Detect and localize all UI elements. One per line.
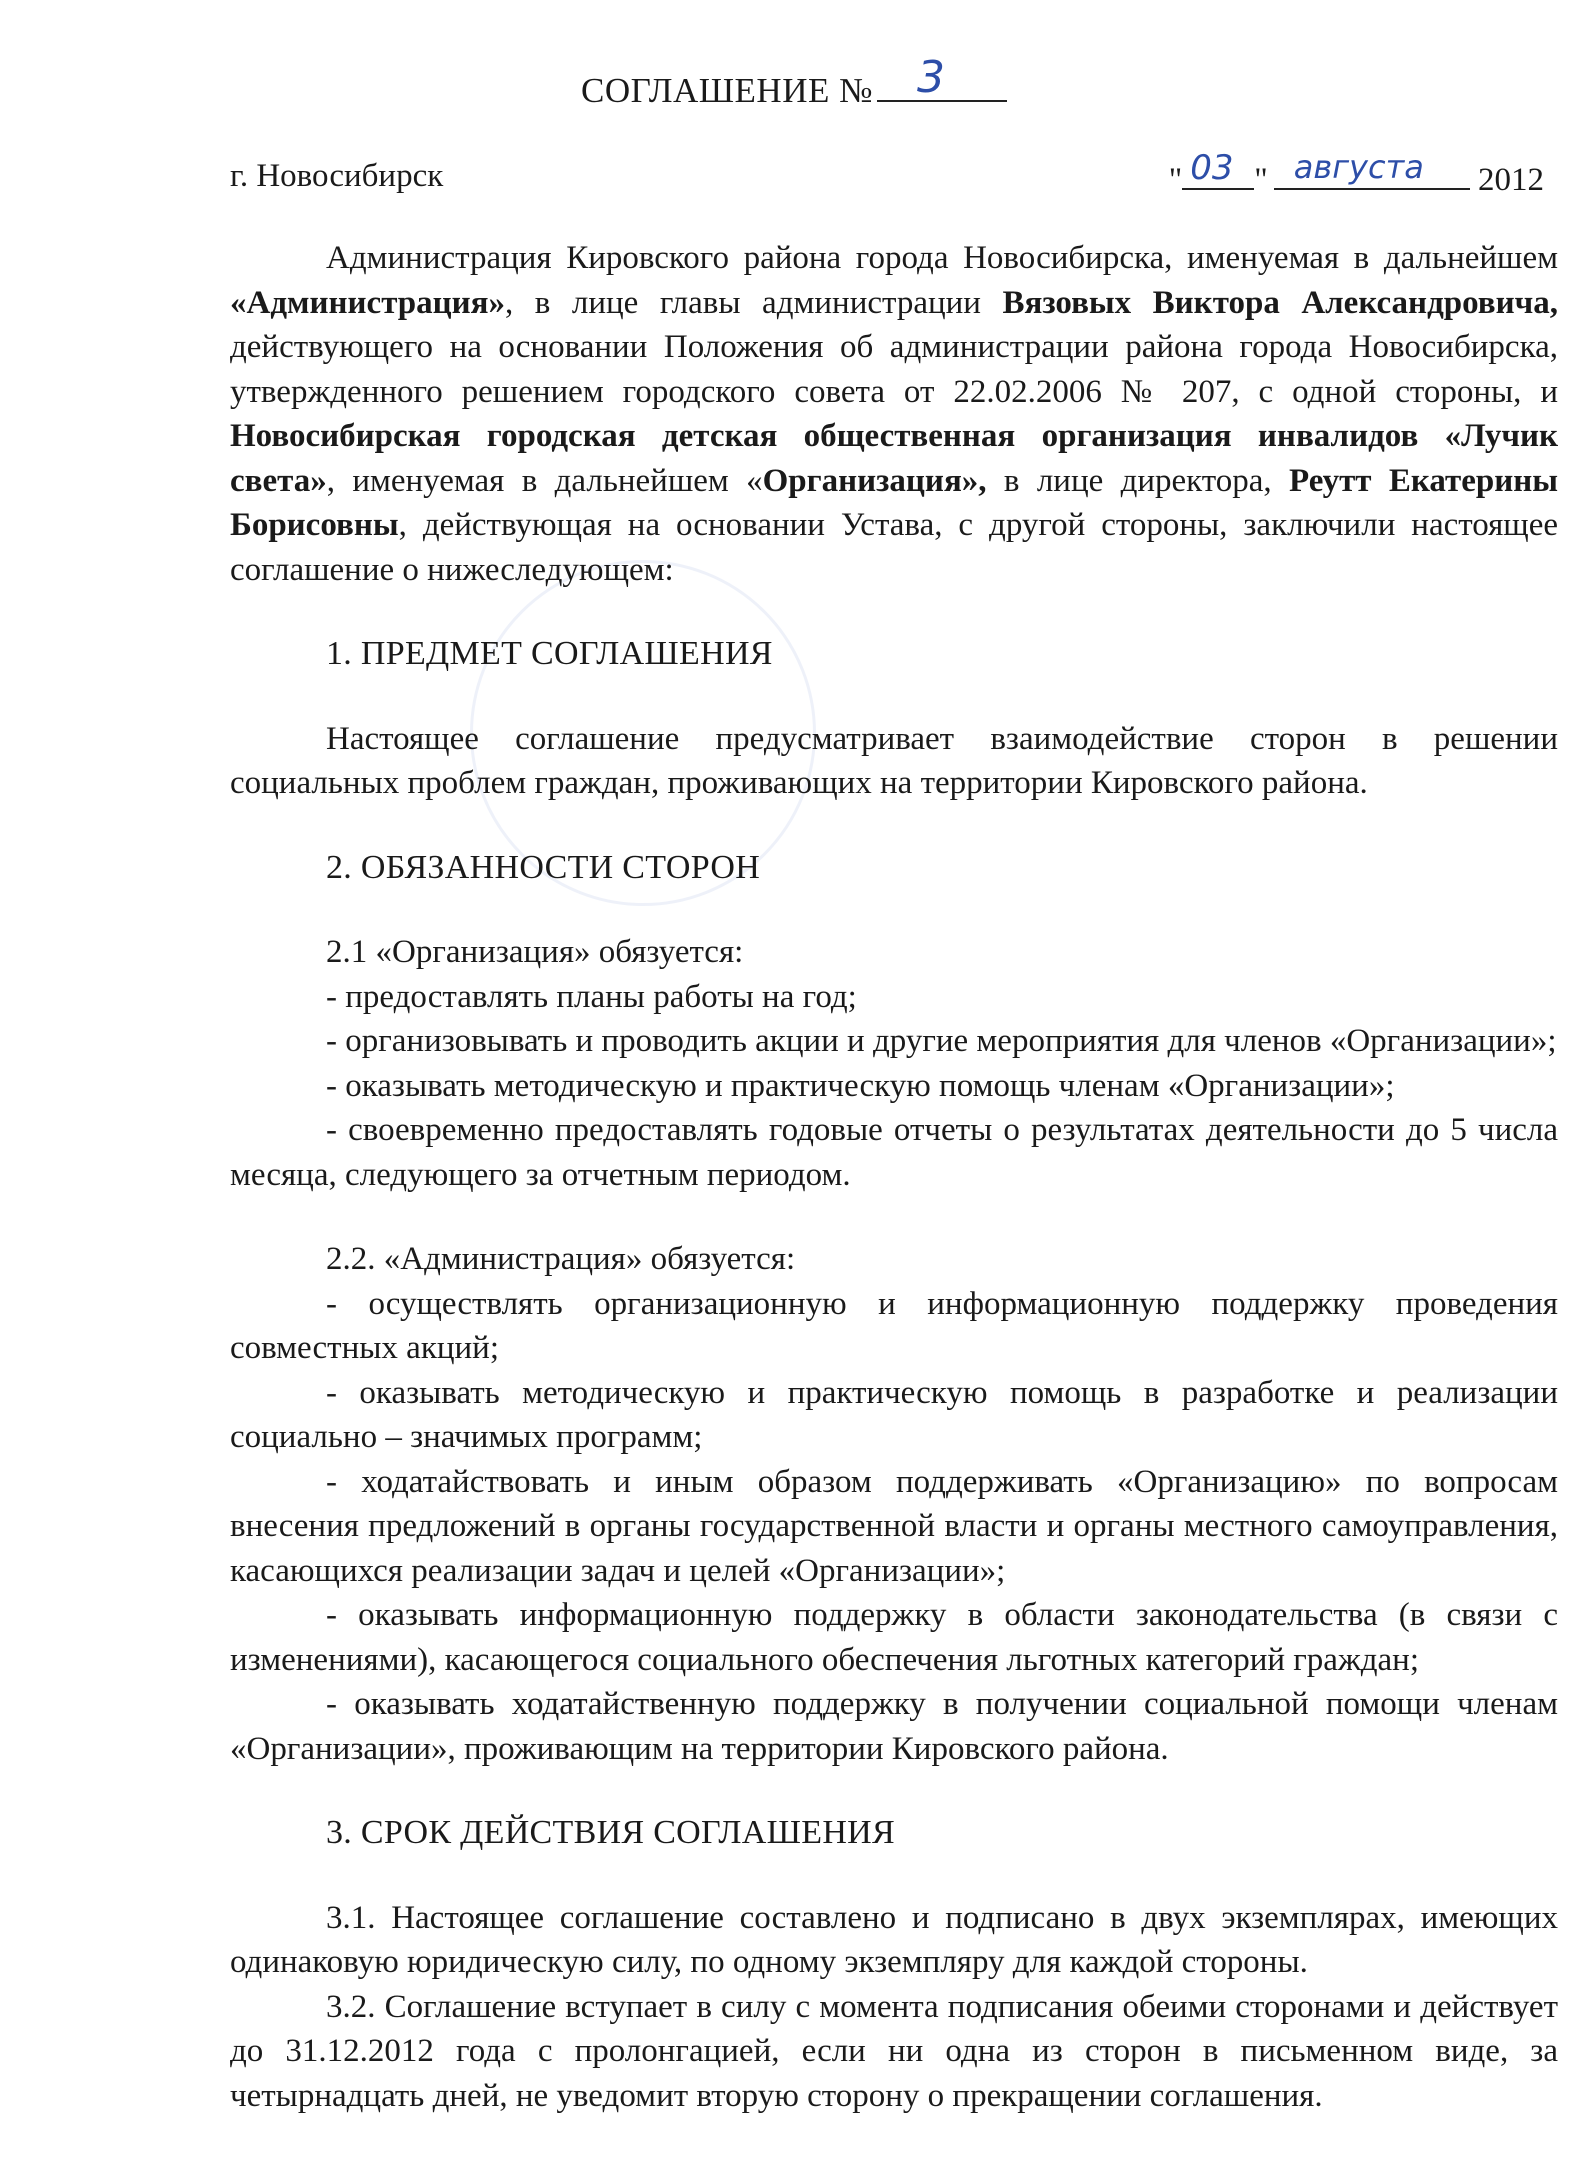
title-text: СОГЛАШЕНИЕ № <box>581 71 873 110</box>
date-quote-close: " <box>1254 162 1268 198</box>
preamble-bold-head-name: Вязовых Виктора Александровича, <box>1002 284 1558 321</box>
preamble-text-1: Администрация Кировского района города Новосибирска, именуемая в дальнейшем <box>326 240 1558 276</box>
preamble-text-6: , действующая на основании Устава, с другой стороны, заключили настоящее соглашение о нижеследующем: <box>230 507 1558 588</box>
section-2-1-heading: 2.1 «Организация» обязуется: <box>326 934 744 970</box>
list-item: - осуществлять организационную и информационную поддержку проведения совместных акций; <box>230 1285 1558 1366</box>
date-day-blank <box>1182 148 1254 190</box>
preamble-paragraph <box>230 236 1558 592</box>
list-item: - своевременно предоставлять годовые отчеты о результатах деятельности до 5 числа месяца, следующего за отчетным периодом. <box>230 1112 1558 1193</box>
document-title <box>0 52 1588 111</box>
place-date-row <box>230 148 1544 202</box>
list-item: - оказывать методическую и практическую помощь членам «Организации»; <box>326 1067 1395 1104</box>
preamble-bold-organization-name: Новосибирская городская детская общественная организация инвалидов «Лучик света» <box>230 418 1558 499</box>
date-quote-open: " <box>1168 162 1183 198</box>
date-month-handwritten: августа <box>1293 148 1424 186</box>
agreement-number-blank <box>877 52 1007 103</box>
document-body <box>230 236 1558 2118</box>
list-item: - оказывать информационную поддержку в области законодательства (в связи с изменениями), касающегося социального обеспечения льготных категорий граждан; <box>230 1597 1558 1678</box>
preamble-text-4: , именуемая в дальнейшем « <box>326 462 763 499</box>
preamble-text-5: в лице директора, <box>986 462 1290 499</box>
list-item: - ходатайствовать и иным образом поддерживать «Организацию» по вопросам внесения предложений в органы государственной власти и органы местного самоуправления, касающихся реализации задач и целей «Организации»; <box>230 1463 1558 1589</box>
agreement-date <box>1168 148 1544 199</box>
list-item: - оказывать ходатайственную поддержку в получении социальной помощи членам «Организации», проживающим на территории Кировского района. <box>230 1686 1558 1767</box>
list-item: - предоставлять планы работы на год; <box>326 978 857 1015</box>
section-3-2-text: 3.2. Соглашение вступает в силу с момента подписания обеими сторонами и действует до 31.12.2012 года с пролонгацией, если ни одна из сторон в письменном виде, за четырнадцать дней, не уведомит вторую сторону о прекращении соглашения. <box>230 1988 1558 2114</box>
section-1-text: Настоящее соглашение предусматривает взаимодействие сторон в решении социальных проблем граждан, проживающих на территории Кировского района. <box>230 720 1558 801</box>
date-day-handwritten: 03 <box>1190 148 1234 188</box>
preamble-bold-director-name: Реутт Екатерины Борисовны <box>230 462 1558 543</box>
preamble-text-3: действующего на основании Положения об администрации района города Новосибирска, утвержденного решением городского совета от 22.02.2006 № 207, с одной стороны, и <box>230 329 1558 410</box>
city-name: г. Новосибирск <box>230 158 444 194</box>
section-1-heading: 1. ПРЕДМЕТ СОГЛАШЕНИЯ <box>326 635 773 672</box>
list-item: - оказывать методическую и практическую помощь в разработке и реализации социально – значимых программ; <box>230 1374 1558 1455</box>
section-2-heading: 2. ОБЯЗАННОСТИ СТОРОН <box>326 848 761 886</box>
preamble-text-2: , в лице главы администрации <box>505 284 1003 321</box>
preamble-bold-organization: Организация», <box>762 462 987 499</box>
section-3-1-text: 3.1. Настоящее соглашение составлено и подписано в двух экземплярах, имеющих одинаковую юридическую силу, по одному экземпляру для каждой стороны. <box>230 1899 1558 1980</box>
date-month-blank <box>1274 148 1470 190</box>
list-item: - организовывать и проводить акции и другие мероприятия для членов «Организации»; <box>326 1023 1557 1059</box>
date-year: 2012 <box>1478 162 1544 198</box>
section-2-2-heading: 2.2. «Администрация» обязуется: <box>326 1241 796 1277</box>
agreement-number-handwritten: 3 <box>917 52 946 103</box>
section-3-heading: 3. СРОК ДЕЙСТВИЯ СОГЛАШЕНИЯ <box>326 1814 896 1851</box>
preamble-bold-administration: «Администрация» <box>230 284 506 321</box>
